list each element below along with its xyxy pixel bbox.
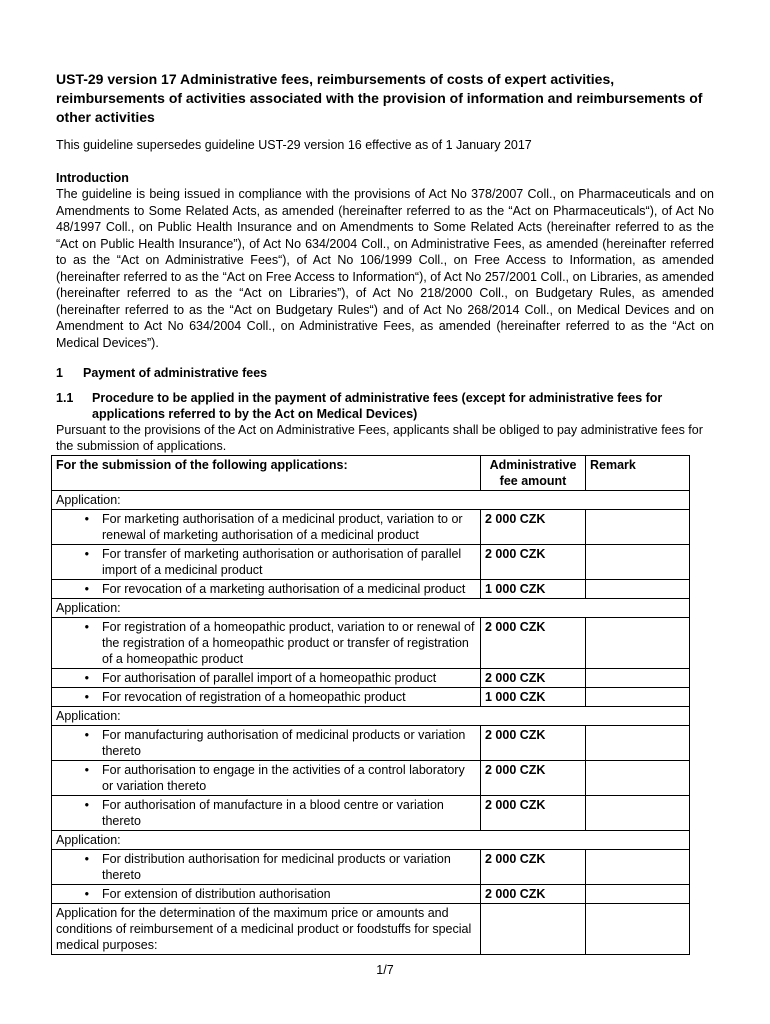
application-text: For extension of distribution authorisation — [102, 886, 331, 901]
application-cell — [52, 509, 481, 544]
application-cell — [52, 884, 481, 903]
application-cell — [52, 849, 481, 884]
fee-amount: 2 000 CZK — [481, 668, 586, 687]
table-group-label-row — [52, 598, 690, 617]
fee-amount: 2 000 CZK — [481, 544, 586, 579]
application-text: For revocation of registration of a homeopathic product — [102, 689, 406, 704]
group-label: Application: — [52, 706, 690, 725]
section-1-heading — [56, 365, 714, 382]
application-text: For authorisation of manufacture in a blood centre or variation thereto — [102, 797, 444, 828]
application-cell — [52, 579, 481, 598]
table-row — [52, 668, 690, 687]
bullet-icon: • — [84, 851, 89, 866]
bullet-icon: • — [84, 797, 89, 812]
fee-amount: 2 000 CZK — [481, 884, 586, 903]
fees-table — [51, 455, 690, 955]
application-cell — [52, 725, 481, 760]
group-label: Application: — [52, 598, 690, 617]
fee-amount: 2 000 CZK — [481, 725, 586, 760]
column-header-fee: Administrative fee amount — [481, 455, 586, 490]
application-cell — [52, 617, 481, 668]
table-body — [52, 490, 690, 954]
table-group-label-row — [52, 830, 690, 849]
table-row — [52, 795, 690, 830]
document-page — [56, 70, 714, 955]
application-cell — [52, 687, 481, 706]
fee-amount: 2 000 CZK — [481, 617, 586, 668]
section-number: 1.1 — [56, 390, 74, 405]
group-label: Application: — [52, 490, 690, 509]
table-row — [52, 687, 690, 706]
bullet-icon: • — [84, 581, 89, 596]
application-text: For authorisation of parallel import of a homeopathic product — [102, 670, 437, 685]
bullet-icon: • — [84, 689, 89, 704]
application-text: For transfer of marketing authorisation or authorisation of parallel import of a medicinal product — [102, 546, 462, 577]
application-text: For revocation of a marketing authorisation of a medicinal product — [102, 581, 466, 596]
section-1-1-heading — [56, 390, 714, 422]
table-row — [52, 884, 690, 903]
page-number: 1/7 — [376, 963, 394, 977]
bullet-icon: • — [84, 762, 89, 777]
application-text: For distribution authorisation for medicinal products or variation thereto — [102, 851, 451, 882]
column-header-remark: Remark — [586, 455, 690, 490]
application-cell — [52, 760, 481, 795]
remark-cell — [586, 849, 690, 884]
group-label: Application: — [52, 830, 690, 849]
table-row — [52, 509, 690, 544]
remark-cell — [586, 903, 690, 954]
table-row — [52, 849, 690, 884]
fee-amount: 1 000 CZK — [481, 687, 586, 706]
section-number: 1 — [56, 366, 63, 380]
fee-amount: 2 000 CZK — [481, 509, 586, 544]
section-title: Payment of administrative fees — [83, 366, 268, 380]
fee-amount: 2 000 CZK — [481, 795, 586, 830]
application-text: For manufacturing authorisation of medicinal products or variation thereto — [102, 727, 466, 758]
application-cell: Application for the determination of the maximum price or amounts and conditions of reimbursement of a medicinal product or foodstuffs for special medical purposes: — [52, 903, 481, 954]
remark-cell — [586, 544, 690, 579]
application-cell — [52, 544, 481, 579]
document-title: UST-29 version 17 Administrative fees, reimbursements of costs of expert activities, reimbursements of activities associated with the provision of information and reimbursements of other activities — [56, 71, 703, 125]
remark-cell — [586, 668, 690, 687]
remark-cell — [586, 687, 690, 706]
remark-cell — [586, 509, 690, 544]
application-cell — [52, 668, 481, 687]
introduction-text: The guideline is being issued in compliance with the provisions of Act No 378/2007 Coll., on Pharmaceuticals and on Amendments to Some Related Acts, as amended (hereinafter referred to as the “Act on Pharmaceuticals“), of Act No 48/1997 Coll., on Public Health Insurance and on Amendments to Some Related Acts (hereinafter referred to as the “Act on Public Health Insurance”), of Act No 634/2004 Coll., on Administrative Fees, as amended (hereinafter referred to as the “Act on Administrative Fees“), of Act No 106/1999 Coll., on Free Access to Information, as amended (hereinafter referred to as the “Act on Free Access to Information“), of Act No 257/2001 Coll., on Libraries, as amended (hereinafter referred to as the “Act on Libraries”), of Act No 218/2000 Coll., on Budgetary Rules, as amended (hereinafter referred to as the “Act on Budgetary Rules“) and of Act No 268/2014 Coll., on Medical Devices and on Amendment to Act No 634/2004 Coll., on Administrative Fees, as amended (hereinafter referred to as the “Act on Medical Devices”). — [56, 187, 714, 350]
remark-cell — [586, 760, 690, 795]
application-text: For registration of a homeopathic product, variation to or renewal of the registration of a homeopathic product or transfer of registration of a homeopathic product — [102, 619, 475, 666]
bullet-icon: • — [84, 619, 89, 634]
table-row — [52, 903, 690, 954]
table-row — [52, 760, 690, 795]
fee-amount: 2 000 CZK — [481, 849, 586, 884]
bullet-icon: • — [84, 727, 89, 742]
bullet-icon: • — [84, 886, 89, 901]
fee-amount: 1 000 CZK — [481, 579, 586, 598]
pursuant-text: Pursuant to the provisions of the Act on Administrative Fees, applicants shall be obliged to pay administrative fees for the submission of applications. — [56, 422, 703, 453]
table-row — [52, 617, 690, 668]
remark-cell — [586, 617, 690, 668]
bullet-icon: • — [84, 670, 89, 685]
table-row — [52, 579, 690, 598]
introduction-heading: Introduction — [56, 170, 129, 185]
section-title: Procedure to be applied in the payment of administrative fees (except for administrative fees for applications referred to by the Act on Medical Devices) — [92, 390, 663, 421]
application-text: For marketing authorisation of a medicinal product, variation to or renewal of marketing authorisation of a medicinal product — [102, 511, 463, 542]
table-header-row — [52, 455, 690, 490]
table-row — [52, 725, 690, 760]
fee-amount — [481, 903, 586, 954]
application-cell — [52, 795, 481, 830]
column-header-applications: For the submission of the following applications: — [52, 455, 481, 490]
remark-cell — [586, 725, 690, 760]
fee-amount: 2 000 CZK — [481, 760, 586, 795]
supersedes-note: This guideline supersedes guideline UST-29 version 16 effective as of 1 January 2017 — [56, 138, 532, 152]
remark-cell — [586, 795, 690, 830]
table-group-label-row — [52, 706, 690, 725]
bullet-icon: • — [84, 546, 89, 561]
application-text: For authorisation to engage in the activities of a control laboratory or variation thereto — [102, 762, 465, 793]
remark-cell — [586, 884, 690, 903]
table-group-label-row — [52, 490, 690, 509]
bullet-icon: • — [84, 511, 89, 526]
table-row — [52, 544, 690, 579]
remark-cell — [586, 579, 690, 598]
